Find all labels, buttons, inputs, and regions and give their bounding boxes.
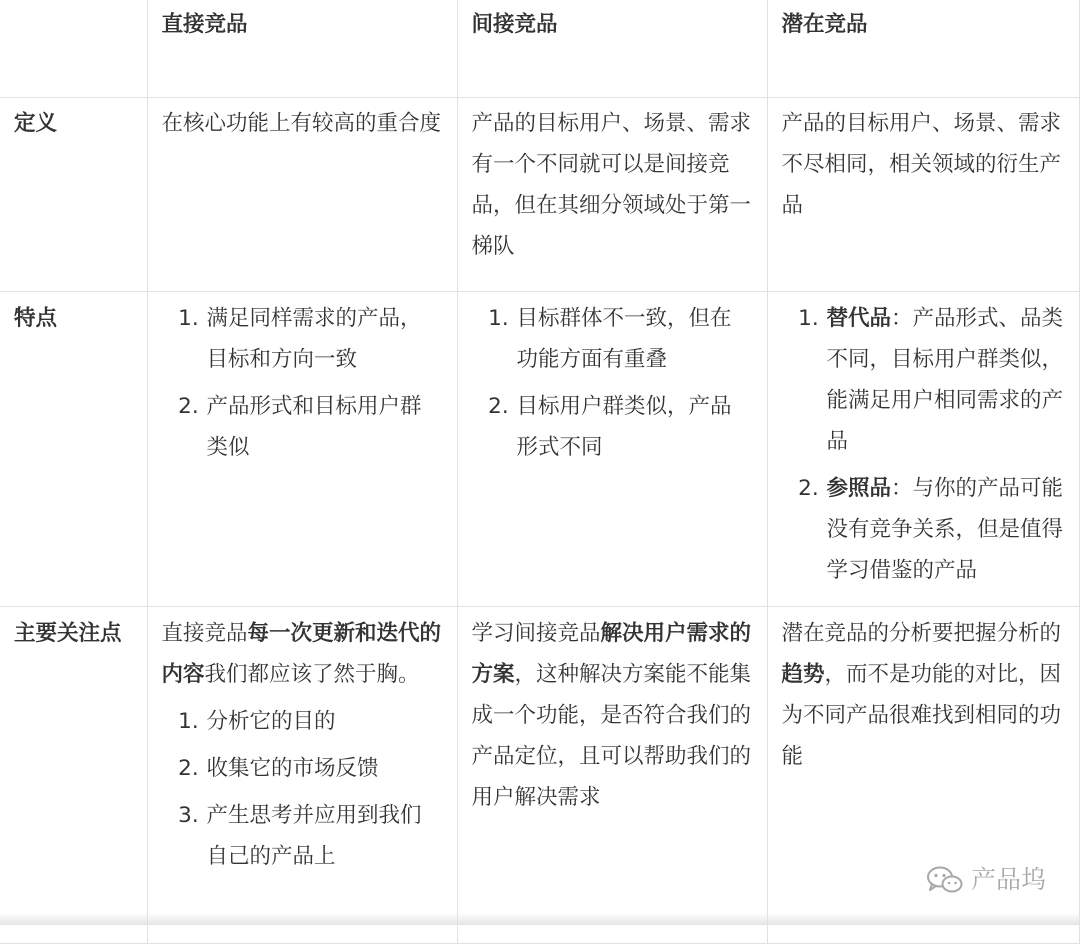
features-direct	[147, 292, 457, 607]
header-direct-competitor: 直接竞品	[147, 0, 457, 98]
table-header-row	[0, 0, 1079, 98]
focus-direct-intro	[162, 613, 443, 695]
term-substitute: 替代品	[826, 306, 892, 331]
focus-direct-emphasis: 每一次更新和迭代的内容	[161, 621, 442, 687]
focus-indirect-pre: 学习间接竞品	[471, 621, 601, 646]
wechat-icon	[925, 865, 965, 895]
definition-direct: 在核心功能上有较高的重合度	[147, 98, 457, 292]
list-item: 1. 分析它的目的	[206, 701, 443, 742]
focus-indirect	[457, 607, 767, 944]
watermark-text: 产品坞	[970, 865, 1046, 894]
focus-indirect-post: ，这种解决方案能不能集成一个功能，是否符合我们的产品定位，且可以帮助我们的用户解决需求	[471, 662, 752, 810]
focus-direct-list	[162, 701, 443, 877]
focus-potential-emphasis: 趋势	[781, 662, 825, 687]
features-indirect-list	[472, 298, 753, 468]
list-item: 1. 目标群体不一致，但在功能方面有重叠	[516, 298, 753, 380]
list-item: 1. 满足同样需求的产品，目标和方向一致	[206, 298, 443, 380]
definition-indirect: 产品的目标用户、场景、需求有一个不同就可以是间接竞品，但在其细分领域处于第一梯队	[457, 98, 767, 292]
focus-indirect-emphasis: 解决用户需求的方案	[471, 621, 752, 687]
header-cell-empty	[0, 0, 147, 98]
list-item	[826, 468, 1065, 591]
list-item: 3. 产生思考并应用到我们自己的产品上	[206, 795, 443, 877]
row-label-definition: 定义	[0, 98, 147, 292]
focus-potential-pre: 潜在竞品的分析要把握分析的	[781, 621, 1062, 646]
features-direct-list	[162, 298, 443, 468]
table-row-features	[0, 292, 1079, 607]
list-item: 2. 收集它的市场反馈	[206, 748, 443, 789]
definition-potential: 产品的目标用户、场景、需求不尽相同，相关领域的衍生产品	[767, 98, 1079, 292]
focus-direct-pre: 直接竞品	[161, 621, 248, 646]
list-item: 2. 产品形式和目标用户群类似	[206, 386, 443, 468]
table-row-focus	[0, 607, 1079, 944]
header-potential-competitor: 潜在竞品	[767, 0, 1079, 98]
features-potential-list	[782, 298, 1065, 591]
features-indirect	[457, 292, 767, 607]
row-label-features: 特点	[0, 292, 147, 607]
focus-direct-post: 我们都应该了然于胸。	[204, 662, 420, 687]
list-item	[826, 298, 1065, 462]
features-potential	[767, 292, 1079, 607]
header-indirect-competitor: 间接竞品	[457, 0, 767, 98]
row-label-focus: 主要关注点	[0, 607, 147, 944]
watermark	[925, 865, 1046, 895]
substitute-description: ：产品形式、品类不同，目标用户群类似，能满足用户相同需求的产品	[826, 306, 1064, 454]
focus-direct	[147, 607, 457, 944]
term-reference: 参照品	[826, 476, 892, 501]
list-item: 2. 目标用户群类似，产品形式不同	[516, 386, 753, 468]
table-row-definition	[0, 98, 1079, 292]
reference-description: ：与你的产品可能没有竞争关系，但是值得学习借鉴的产品	[826, 476, 1064, 583]
focus-potential-post: ，而不是功能的对比，因为不同产品很难找到相同的功能	[781, 662, 1062, 769]
